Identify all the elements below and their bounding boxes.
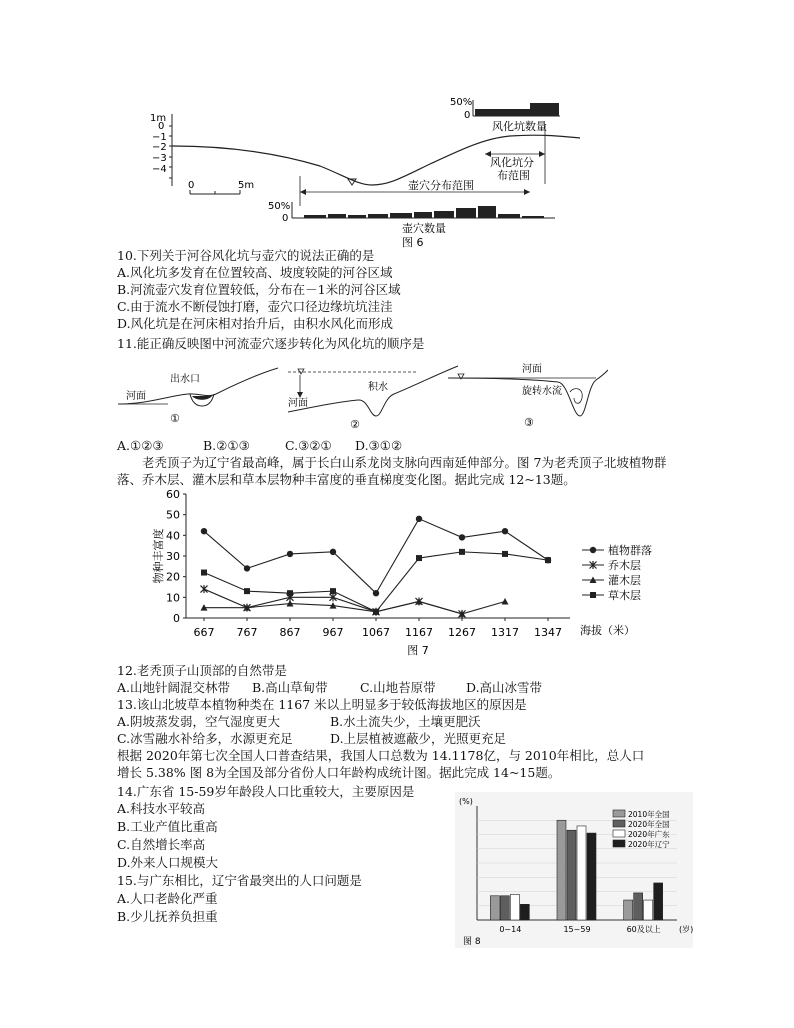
data-point	[502, 528, 508, 534]
question-10-option-d[interactable]: D.风化坑是在河床相对抬升后，由积水风化而形成	[117, 316, 394, 331]
pothole-zero: 0	[282, 213, 289, 224]
pit-zero: 0	[464, 110, 471, 121]
data-point	[201, 585, 208, 593]
bar	[624, 900, 633, 920]
question-13-option-d[interactable]: D.上层植被遮蔽少，光照更充足	[330, 731, 507, 746]
depth-tick: −4	[152, 164, 167, 175]
pit-range-label: 风化坑分	[490, 156, 534, 169]
question-12-option-a[interactable]: A.山地针阔混交林带	[117, 680, 231, 695]
pit-count-label: 风化坑数量	[492, 120, 547, 133]
panel1-river-label: 河面	[126, 391, 146, 402]
x-tick-label: 867	[279, 626, 301, 639]
depth-tick: −1	[152, 132, 167, 143]
data-point	[416, 516, 422, 522]
series-0	[201, 516, 652, 597]
question-10-stem: 10.下列关于河谷风化坑与壶穴的说法正确的是	[117, 248, 375, 263]
bar	[500, 896, 509, 920]
question-13-stem: 13.该山北坡草本植物种类在 1167 米以上明显多于较低海拔地区的原因是	[117, 697, 527, 712]
pothole-count-label: 壶穴数量	[402, 222, 446, 235]
legend-swatch	[613, 830, 625, 837]
figure-6-caption: 图 6	[402, 236, 424, 248]
depth-tick: 0	[158, 121, 165, 132]
bar	[587, 833, 596, 920]
panel2-river-label: 河面	[288, 398, 308, 409]
bar	[644, 900, 653, 920]
legend-swatch	[613, 820, 625, 827]
question-14-option-c[interactable]: C.自然增长率高	[117, 837, 206, 852]
data-point	[545, 557, 551, 563]
bar	[510, 894, 519, 920]
question-11-stem: 11.能正确反映图中河流壶穴逐步转化为风化坑的顺序是	[117, 336, 425, 351]
x-unit-label: (岁)	[679, 925, 693, 934]
data-point	[373, 590, 379, 596]
question-11-option-d[interactable]: D.③①②	[355, 438, 403, 453]
data-point	[244, 565, 250, 571]
question-10-option-b[interactable]: B.河流壶穴发育位置较低，分布在－1米的河谷区域	[117, 282, 401, 297]
question-12-option-d[interactable]: D.高山冰雪带	[466, 680, 543, 695]
scale-length: 5m	[238, 180, 255, 191]
question-15-stem: 15.与广东相比，辽宁省最突出的人口问题是	[117, 873, 362, 888]
y-tick-label: 50	[166, 508, 180, 522]
question-11-option-b[interactable]: B.②①③	[203, 438, 250, 453]
question-10-option-c[interactable]: C.由于流水不断侵蚀打磨，壶穴口径边缘坑坑洼洼	[117, 299, 393, 314]
bar	[490, 896, 499, 920]
pit-range-label: 布范围	[497, 169, 530, 182]
legend-label: 植物群落	[608, 544, 652, 557]
data-point	[287, 590, 293, 596]
y-tick-label: 40	[166, 529, 180, 543]
depth-tick: −2	[152, 142, 167, 153]
x-tick-label: 767	[236, 626, 258, 639]
panel3-river-label: 河面	[522, 364, 542, 375]
series-line	[204, 519, 548, 593]
panel1-number: ①	[170, 412, 180, 425]
series-1	[201, 558, 642, 618]
figure-8-caption: 图 8	[463, 937, 481, 947]
figure-7-caption: 图 7	[407, 644, 429, 657]
pothole-pct: 50%	[268, 201, 291, 212]
data-point	[330, 588, 336, 594]
series-2	[201, 573, 642, 617]
data-point	[502, 598, 509, 605]
question-10-option-a[interactable]: A.风化坑多发育在位置较高、坡度较陡的河谷区域	[117, 265, 393, 280]
legend-marker	[590, 592, 596, 598]
y-tick-label: 10	[166, 591, 180, 605]
question-13-option-c[interactable]: C.冰雪融水补给多，水源更充足	[117, 731, 293, 746]
data-point	[330, 549, 336, 555]
question-12-option-b[interactable]: B.高山草甸带	[252, 680, 328, 695]
x-tick-label: 667	[193, 626, 215, 639]
question-14-option-d[interactable]: D.外来人口规模大	[117, 855, 219, 870]
category-label: 60及以上	[626, 925, 661, 934]
bar	[577, 826, 586, 920]
question-15-option-a[interactable]: A.人口老龄化严重	[117, 891, 218, 906]
intro-14-15-line2: 增长 5.38% 图 8为全国及部分省份人口年龄构成统计图。据此完成 14~15题。	[117, 765, 561, 780]
data-point	[459, 534, 465, 540]
data-point	[244, 588, 250, 594]
figure-q11	[118, 356, 608, 434]
legend-label: 草木层	[608, 589, 641, 602]
question-15-option-b[interactable]: B.少儿抚养负担重	[117, 909, 218, 924]
legend-label: 乔木层	[608, 559, 641, 572]
panel3-vortex-label: 旋转水流	[522, 386, 562, 397]
category-label: 0~14	[499, 925, 522, 934]
bar	[654, 883, 663, 920]
data-point	[287, 551, 293, 557]
x-tick-label: 1347	[534, 626, 562, 639]
intro-14-15-line1: 根据 2020年第七次全国人口普查结果，我国人口总数为 14.1178亿，与 2010年相比，总人口	[117, 748, 645, 763]
pothole-range-label: 壶穴分布范围	[408, 179, 474, 192]
pothole-bars	[304, 206, 544, 218]
legend-swatch	[613, 810, 625, 817]
data-point	[201, 570, 207, 576]
figure-6	[140, 88, 600, 248]
series-3	[201, 549, 641, 615]
question-12-stem: 12.老秃顶子山顶部的自然带是	[117, 663, 287, 678]
panel2-water-label: 积水	[368, 382, 388, 393]
bar	[634, 893, 643, 920]
x-tick-label: 1167	[405, 626, 433, 639]
category-label: 15~59	[563, 925, 591, 934]
series-line	[204, 552, 548, 612]
question-14-option-a[interactable]: A.科技水平较高	[117, 801, 206, 816]
x-tick-label: 1067	[362, 626, 390, 639]
figure-8-chart	[455, 792, 693, 948]
pit-bar	[475, 109, 530, 116]
y-axis-label: 物种丰富度	[152, 528, 165, 584]
bar	[557, 820, 566, 920]
data-point	[201, 528, 207, 534]
y-tick-label: 30	[166, 550, 180, 563]
question-11-option-a[interactable]: A.①②③	[117, 438, 164, 453]
intro-12-13: 老秃顶子为辽宁省最高峰，属于长白山系龙岗支脉向西南延伸部分。图 7为老秃顶子北坡植物群落、乔木层、灌木层和草本层物种丰富度的垂直梯度变化图。据此完成 12~13题。	[117, 455, 667, 487]
panel1-outlet-label: 出水口	[170, 374, 200, 385]
y-tick-label: 0	[173, 612, 180, 625]
pit-bar	[530, 103, 559, 116]
bar	[567, 830, 576, 920]
x-tick-label: 1317	[491, 626, 519, 639]
bar	[520, 904, 529, 920]
question-14-stem: 14.广东省 15-59岁年龄段人口比重较大，主要原因是	[117, 784, 415, 799]
x-tick-label: 967	[322, 626, 344, 639]
question-12-option-c[interactable]: C.山地苔原带	[360, 680, 436, 695]
legend-label: 2020年辽宁	[628, 840, 670, 849]
y-tick-label: 60	[166, 488, 180, 501]
panel2-number: ②	[350, 418, 360, 431]
scale-zero: 0	[188, 180, 195, 191]
data-point	[459, 549, 465, 555]
y-unit-label: (%)	[459, 797, 473, 806]
y-tick-label: 20	[166, 570, 180, 584]
question-13-option-b[interactable]: B.水土流失少，土壤更肥沃	[330, 714, 481, 729]
x-axis-label: 海拔（米）	[580, 624, 635, 637]
legend-label: 灌木层	[608, 574, 641, 587]
data-point	[502, 551, 508, 557]
figure-7-chart	[150, 486, 670, 662]
legend-label: 2020年广东	[628, 830, 670, 839]
x-tick-label: 1267	[448, 626, 476, 639]
legend-label: 2020年全国	[628, 820, 670, 829]
depth-tick: −3	[152, 153, 167, 164]
data-point	[416, 555, 422, 561]
depth-unit: 1m	[150, 113, 167, 124]
legend-marker	[590, 547, 596, 553]
data-point	[373, 609, 379, 615]
legend-swatch	[613, 840, 625, 847]
question-11-option-c[interactable]: C.③②①	[285, 438, 332, 453]
question-14-option-b[interactable]: B.工业产值比重高	[117, 819, 218, 834]
legend-label: 2010年全国	[628, 810, 670, 819]
pit-pct: 50%	[450, 97, 473, 108]
panel3-number: ③	[524, 416, 534, 429]
question-13-option-a[interactable]: A.阴坡蒸发弱，空气湿度更大	[117, 714, 281, 729]
